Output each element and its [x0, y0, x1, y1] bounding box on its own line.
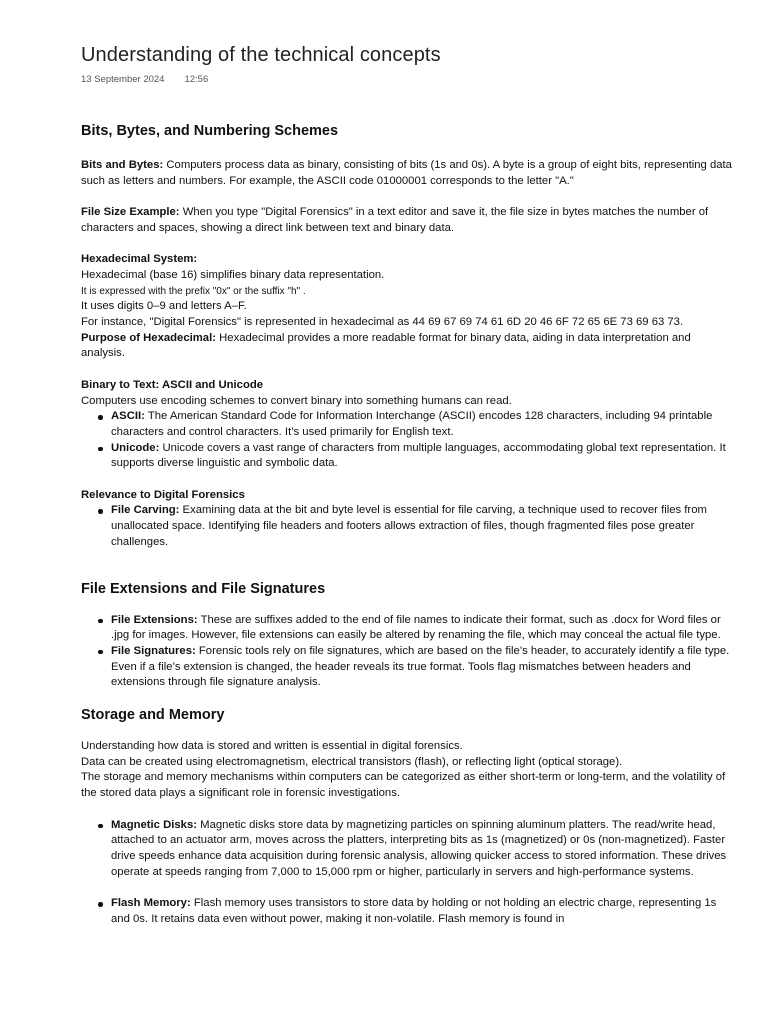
hex-line-2: It is expressed with the prefix "0x" or the suffix "h" . [81, 285, 306, 297]
list-item-file-carving [111, 503, 736, 550]
binary-to-text-intro: Computers use encoding schemes to convert binary into something humans can read. [81, 394, 512, 407]
label-file-extensions: File Extensions: [111, 613, 198, 626]
text-file-extensions: These are suffixes added to the end of file names to indicate their format, such as .docx for Word files or .jpg for images. However, file extensions can easily be altered by renaming the file, which may conceal the actual file type. [111, 613, 721, 642]
heading-relevance [81, 488, 736, 504]
text-file-signatures: Forensic tools rely on file signatures, which are based on the file’s header, to accurately identify a file type. Even if a file’s extension is changed, the header reveals its true format. Tools flag mismatches between headers and extensions through file signature analysis. [111, 644, 730, 689]
note-content[interactable] [81, 121, 736, 927]
page-title[interactable]: Understanding of the technical concepts [81, 44, 441, 66]
page-date: 13 September 2024 [81, 74, 165, 85]
list-item-flash-memory [111, 896, 736, 927]
text-purpose-hex: Hexadecimal provides a more readable format for binary data, aiding in data interpretation and analysis. [81, 331, 691, 360]
label-file-size: File Size Example: [81, 206, 180, 219]
label-file-carving: File Carving: [111, 504, 180, 517]
heading-binary-to-text [81, 378, 736, 394]
page-time: 12:56 [184, 74, 209, 85]
section-heading-storage-memory: Storage and Memory [81, 707, 225, 724]
label-ascii: ASCII: [111, 410, 145, 423]
label-bits-bytes: Bits and Bytes: [81, 159, 164, 171]
list-item-file-extensions [111, 613, 736, 644]
list-item-magnetic-disks [111, 818, 736, 881]
section-heading-file-extensions: File Extensions and File Signatures [81, 580, 326, 597]
label-purpose-hex: Purpose of Hexadecimal: [81, 331, 216, 344]
hex-line-3: It uses digits 0–9 and letters A–F. [81, 300, 247, 313]
label-magnetic-disks: Magnetic Disks: [111, 818, 198, 831]
label-file-signatures: File Signatures: [111, 644, 196, 657]
paragraph-file-size [81, 205, 736, 236]
binary-to-text-list [81, 409, 736, 472]
text-bits-bytes: Computers process data as binary, consisting of bits (1s and 0s). A byte is a group of eight bits, representing data such as letters and numbers. For example, the ASCII code 01000001 corresponds to the letter "A." [81, 159, 732, 187]
text-unicode: Unicode covers a vast range of characters from multiple languages, accommodating global text representation. It supports diverse linguistic and symbolic data. [111, 441, 726, 470]
list-item-ascii [111, 409, 736, 440]
section-heading-bits-bytes: Bits, Bytes, and Numbering Schemes [81, 123, 339, 139]
label-relevance: Relevance to Digital Forensics [81, 488, 245, 501]
text-file-carving: Examining data at the bit and byte level is essential for file carving, a technique used to recover files from unallocated space. Identifying file headers and footers allows extraction of files, though fragmented files pose greater challenges. [111, 504, 707, 548]
heading-hexadecimal [81, 252, 736, 268]
text-file-size: When you type "Digital Forensics" in a text editor and save it, the file size in bytes matches the number of characters and spaces, showing a direct link between text and binary data. [81, 206, 709, 234]
paragraph-bits-bytes [81, 158, 736, 189]
storage-list-2 [81, 896, 736, 927]
label-flash-memory: Flash Memory: [111, 897, 191, 910]
page-timestamp [81, 74, 208, 85]
storage-intro-2: Data can be created using electromagnetism, electrical transistors (flash), or reflecting light (optical storage). [81, 755, 623, 768]
text-flash-memory: Flash memory uses transistors to store data by holding or not holding an electric charge, representing 1s and 0s. It retains data even without power, making it non-volatile. Flash memory is found in [111, 897, 717, 925]
storage-intro-3: The storage and memory mechanisms within computers can be categorized as either short-term or long-term, and the volatility of the stored data plays a significant role in forensic investigations. [81, 771, 726, 800]
hex-line-4: For instance, "Digital Forensics" is represented in hexadecimal as 44 69 67 69 74 61 6D 20 46 6F 72 65 6E 73 69 63 73. [81, 316, 684, 328]
list-item-unicode [111, 441, 736, 472]
hex-line-1: Hexadecimal (base 16) simplifies binary data representation. [81, 268, 385, 281]
label-unicode: Unicode: [111, 441, 160, 454]
paragraph-purpose-hex [81, 331, 736, 362]
storage-intro-1: Understanding how data is stored and written is essential in digital forensics. [81, 740, 463, 753]
text-ascii: The American Standard Code for Information Interchange (ASCII) encodes 128 characters, including 94 printable characters and control characters. It’s used primarily for English text. [111, 410, 713, 438]
storage-list-1 [81, 818, 736, 881]
file-extensions-list [81, 613, 736, 692]
relevance-list [81, 503, 736, 550]
list-item-file-signatures [111, 644, 736, 691]
label-hexadecimal: Hexadecimal System: [81, 253, 198, 266]
text-magnetic-disks: Magnetic disks store data by magnetizing particles on spinning aluminum platters. The read/write head, attached to an actuator arm, moves across the platters, interpreting bits as 1s (magnetized) or 0s (non-magnetized). Faster drive speeds enhance data acquisition during forensic analysis, allowing quicker access to stored information. These drives operate at speeds ranging from 7,000 to 15,000 rpm or higher, particularly in servers and high-performance systems. [111, 818, 727, 878]
label-binary-to-text: Binary to Text: ASCII and Unicode [81, 378, 264, 391]
